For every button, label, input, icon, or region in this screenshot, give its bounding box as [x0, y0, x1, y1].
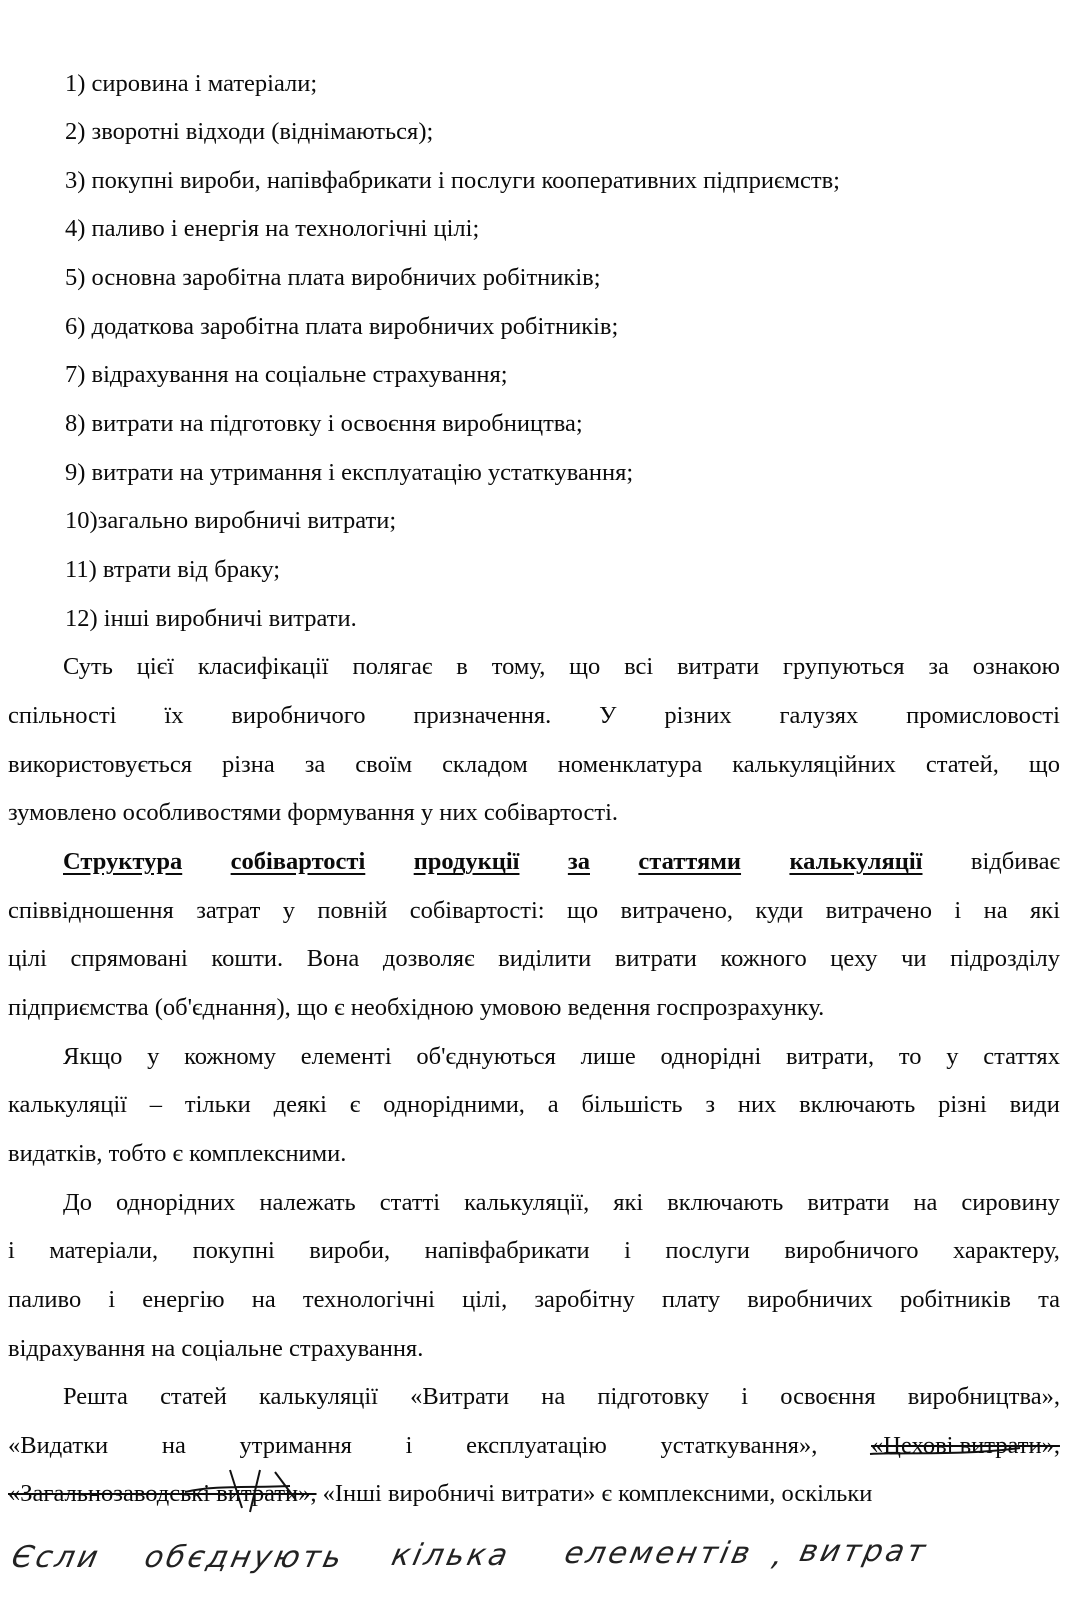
- list-item: 5) основна заробітна плата виробничих робітників;: [65, 264, 601, 291]
- handwritten-word: ,: [769, 1538, 790, 1573]
- paragraph-line: зумовлено особливостями формування у них собівартості.: [8, 799, 619, 826]
- underlined-term: Структура: [63, 848, 183, 875]
- paragraph-line: Решта статей калькуляції «Витрати на підготовку і освоєння виробництва»,: [63, 1383, 1060, 1410]
- list-item: 10)загально виробничі витрати;: [65, 507, 397, 534]
- paragraph-line: До однорідних належать статті калькуляції, які включають витрати на сировину: [63, 1189, 1060, 1216]
- paragraph-line: Якщо у кожному елементі об'єднуються лише однорідні витрати, то у статтях: [63, 1043, 1060, 1070]
- list-item: 1) сировина і матеріали;: [65, 70, 318, 97]
- list-item: 3) покупні вироби, напівфабрикати і послуги кооперативних підприємств;: [65, 167, 840, 194]
- paragraph-line: і матеріали, покупні вироби, напівфабрикати і послуги виробничого характеру,: [8, 1237, 1060, 1264]
- paragraph-line: цілі спрямовані кошти. Вона дозволяє виділити витрати кожного цеху чи підрозділу: [8, 945, 1060, 972]
- list-item: 7) відрахування на соціальне страхування;: [65, 361, 508, 388]
- paragraph-line: співвідношення затрат у повній собівартості: що витрачено, куди витрачено і на які: [8, 897, 1060, 924]
- paragraph-line: відрахування на соціальне страхування.: [8, 1335, 424, 1362]
- struck-text: «Загальнозаводські витрати»,: [8, 1480, 317, 1507]
- paragraph-line: Суть цієї класифікації полягає в тому, що всі витрати групуються за ознакою: [63, 653, 1060, 680]
- paragraph-line: паливо і енергію на технологічні цілі, заробітну плату виробничих робітників та: [8, 1286, 1060, 1313]
- handwritten-word: елементів: [561, 1536, 757, 1571]
- list-item: 12) інші виробничі витрати.: [65, 605, 357, 632]
- paragraph-line: використовується різна за своїм складом номенклатура калькуляційних статей, що: [8, 751, 1060, 778]
- list-item: 4) паливо і енергія на технологічні цілі;: [65, 215, 480, 242]
- handwritten-word: витрат: [796, 1534, 932, 1569]
- paragraph-line: спільності їх виробничого призначення. У різних галузях промисловості: [8, 702, 1060, 729]
- handwritten-word: обєднують: [141, 1540, 348, 1575]
- struck-text: «Цехові витрати»,: [871, 1432, 1060, 1459]
- paragraph-line: видатків, тобто є комплексними.: [8, 1140, 347, 1167]
- paragraph-line: «Загальнозаводські витрати», «Інші виробничі витрати» є комплексними, оскільки: [8, 1480, 873, 1507]
- paragraph-line: Структура собівартості продукції за статтями калькуляції відбиває: [63, 846, 1060, 878]
- handwritten-word: Єсли: [8, 1540, 104, 1575]
- list-item: 2) зворотні відходи (віднімаються);: [65, 118, 434, 145]
- list-item: 9) витрати на утримання і експлуатацію устаткування;: [65, 459, 634, 486]
- paragraph-line: підприємства (об'єднання), що є необхідною умовою ведення госпрозрахунку.: [8, 994, 825, 1021]
- list-item: 8) витрати на підготовку і освоєння виробництва;: [65, 410, 583, 437]
- list-item: 11) втрати від браку;: [65, 556, 281, 583]
- list-item: 6) додаткова заробітна плата виробничих робітників;: [65, 313, 619, 340]
- handwritten-word: кілька: [388, 1538, 514, 1573]
- paragraph-line: «Видатки на утримання і експлуатацію устаткування», «Цехові витрати»,: [8, 1430, 1060, 1462]
- paragraph-line: калькуляції – тільки деякі є однорідними, а більшість з них включають різні види: [8, 1091, 1060, 1118]
